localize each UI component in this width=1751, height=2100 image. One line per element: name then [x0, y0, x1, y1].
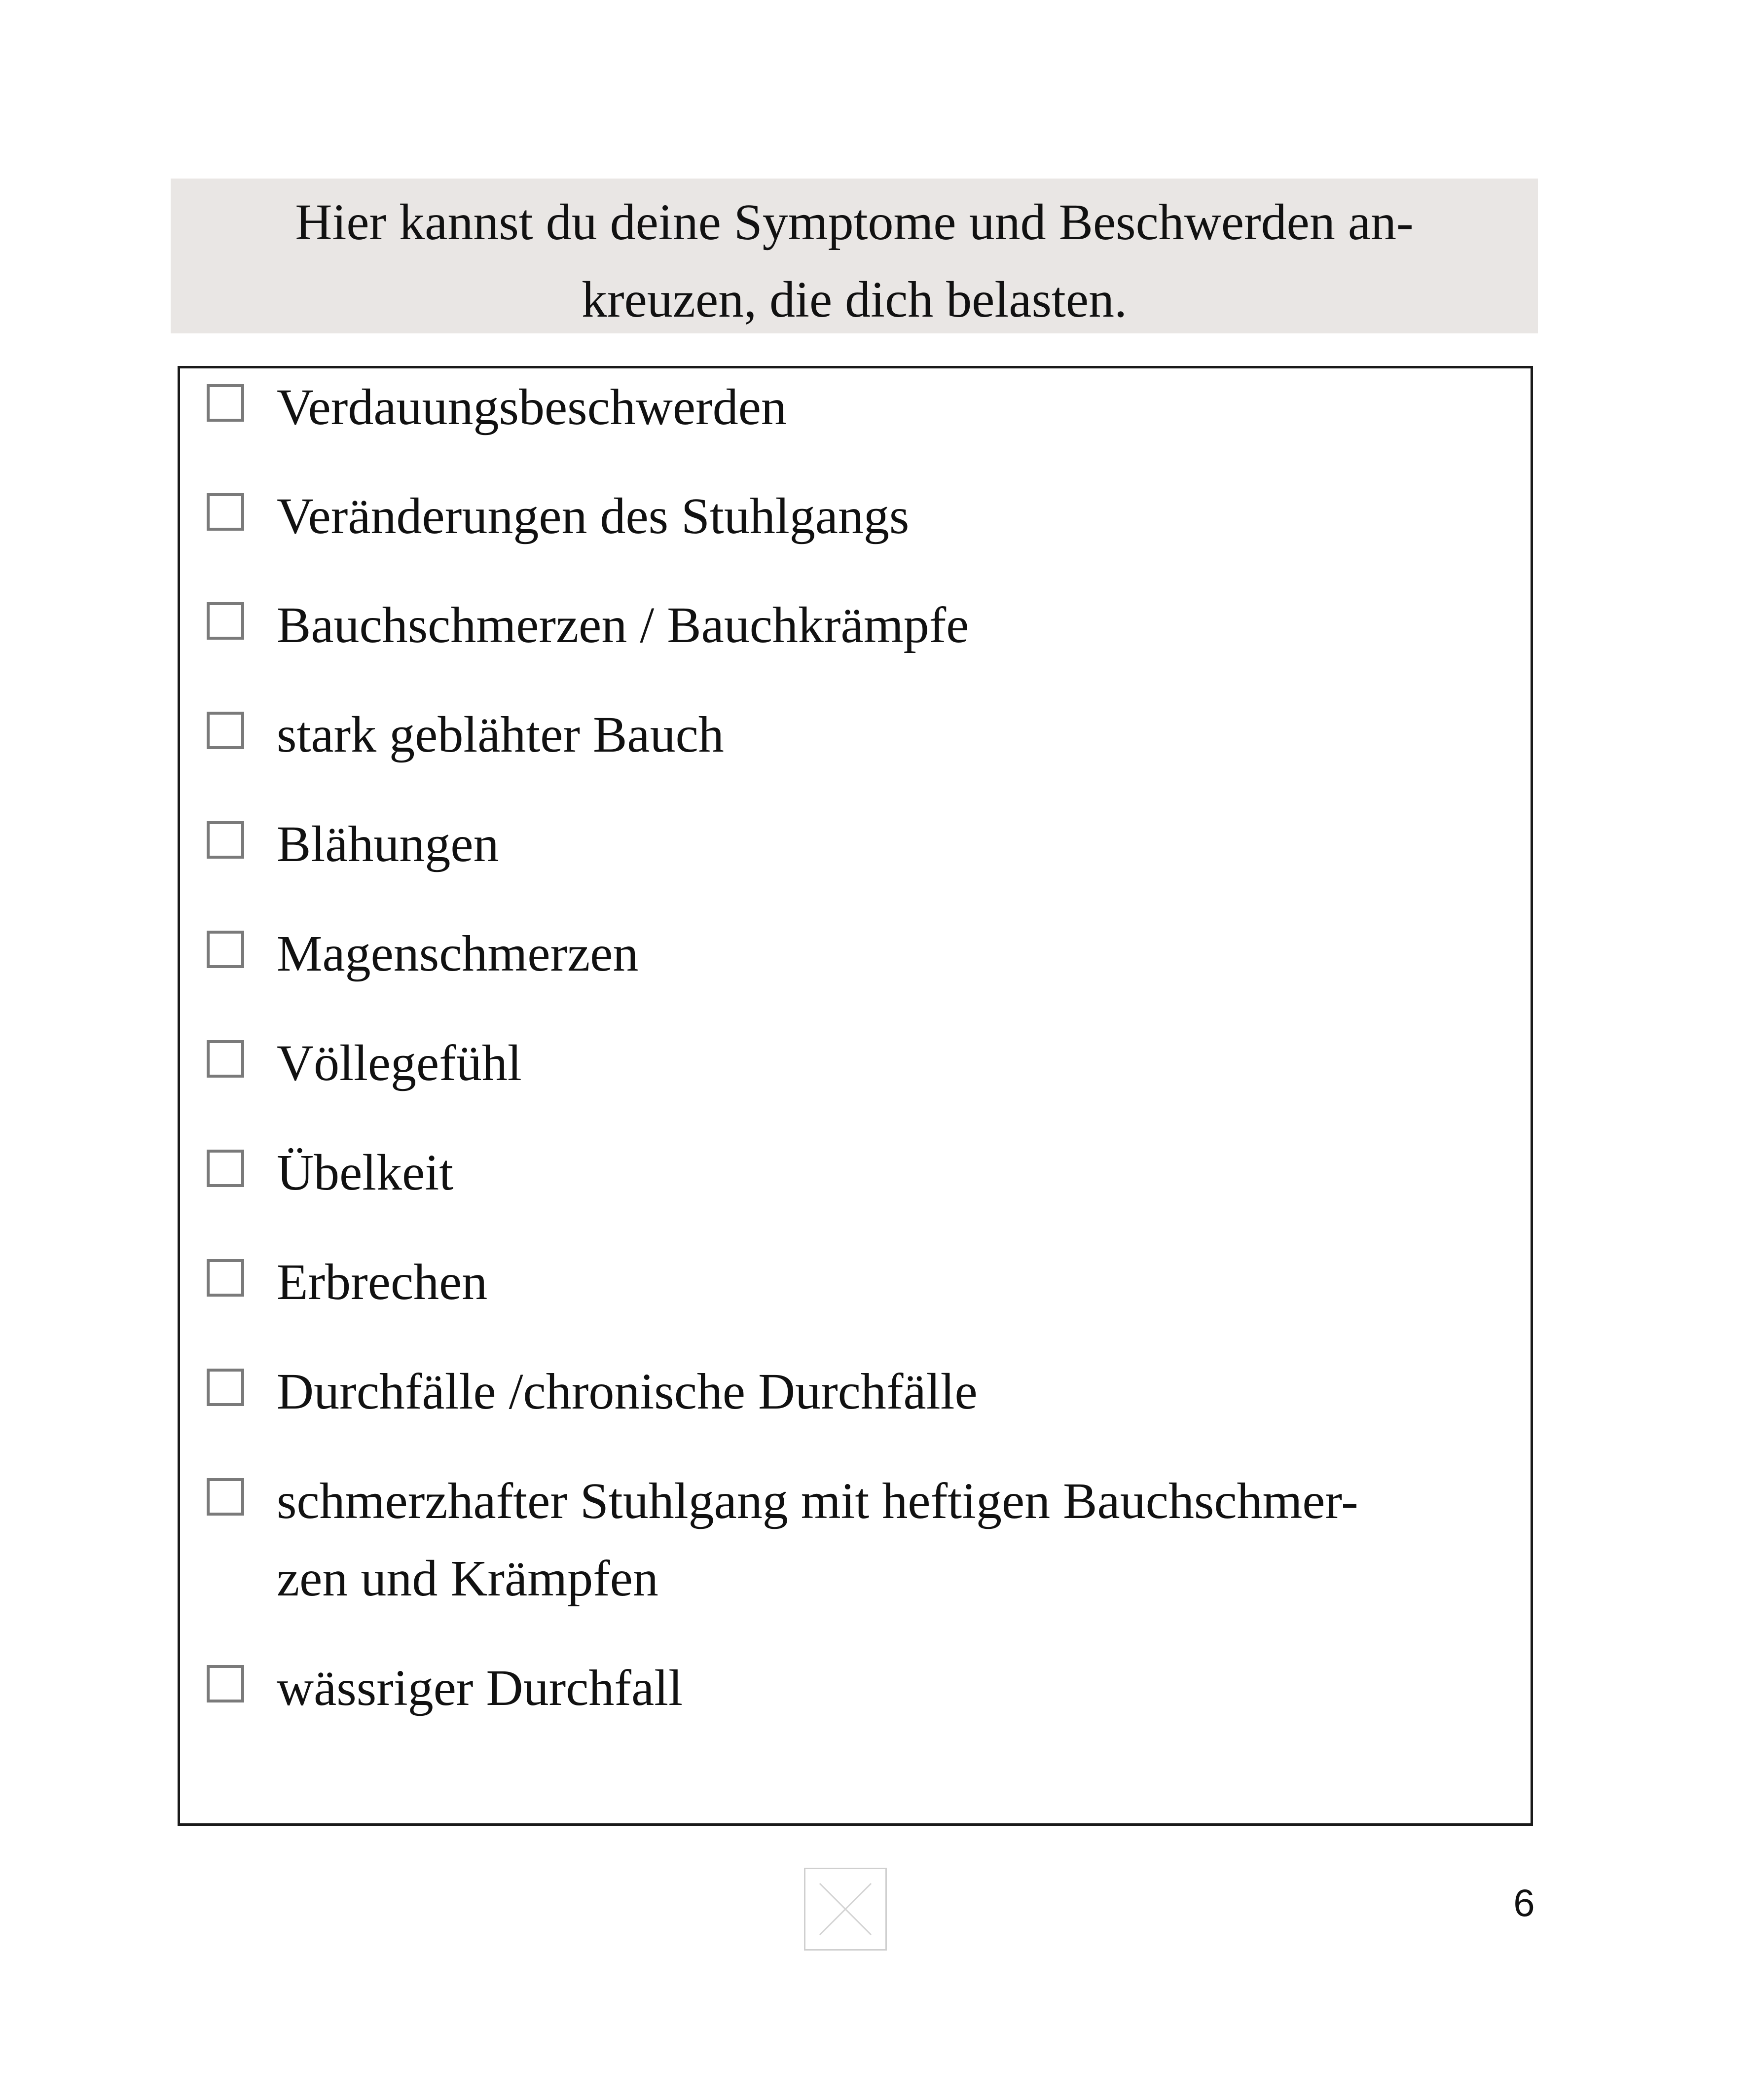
symptom-label: Magenschmerzen: [277, 925, 639, 982]
symptom-label: wässriger Durchfall: [277, 1660, 683, 1716]
instruction-banner: [171, 179, 1538, 333]
instruction-text: Hier kannst du deine Symptome und Beschwerden an- kreuzen, die dich belasten.: [295, 194, 1414, 328]
symptom-label: Völlegefühl: [277, 1035, 522, 1091]
broken-image-x-icon: [805, 1869, 885, 1949]
checkbox-waessriger-durchfall[interactable]: [207, 1665, 244, 1702]
checkbox-erbrechen[interactable]: [207, 1259, 244, 1297]
symptom-label: Erbrechen: [277, 1254, 488, 1310]
checkbox-bauchschmerzen[interactable]: [207, 602, 244, 640]
symptom-label: Durchfälle /chronische Durchfälle: [277, 1363, 978, 1420]
symptom-label: Veränderungen des Stuhlgangs: [277, 488, 910, 544]
checkbox-geblaehter-bauch[interactable]: [207, 712, 244, 749]
symptom-label: stark geblähter Bauch: [277, 706, 724, 763]
symptom-label: Übelkeit: [277, 1144, 454, 1201]
symptom-label: schmerzhafter Stuhlgang mit heftigen Bauchschmer- zen und Krämpfen: [277, 1473, 1358, 1607]
checkbox-verdauungsbeschwerden[interactable]: [207, 384, 244, 422]
checkbox-voellegefuehl[interactable]: [207, 1040, 244, 1078]
page-number: 6: [1513, 1881, 1535, 1924]
image-placeholder: [804, 1868, 887, 1951]
symptom-label: Blähungen: [277, 816, 499, 872]
checkbox-uebelkeit[interactable]: [207, 1150, 244, 1187]
checkbox-durchfaelle[interactable]: [207, 1369, 244, 1406]
symptom-label: Verdauungsbeschwerden: [277, 379, 787, 435]
symptom-checklist: [178, 366, 1533, 1826]
symptom-label: Bauchschmerzen / Bauchkrämpfe: [277, 597, 969, 653]
checkbox-blaehungen[interactable]: [207, 821, 244, 859]
checkbox-stuhlgang-veraenderungen[interactable]: [207, 493, 244, 531]
checkbox-schmerzhafter-stuhlgang[interactable]: [207, 1478, 244, 1516]
checkbox-magenschmerzen[interactable]: [207, 931, 244, 968]
